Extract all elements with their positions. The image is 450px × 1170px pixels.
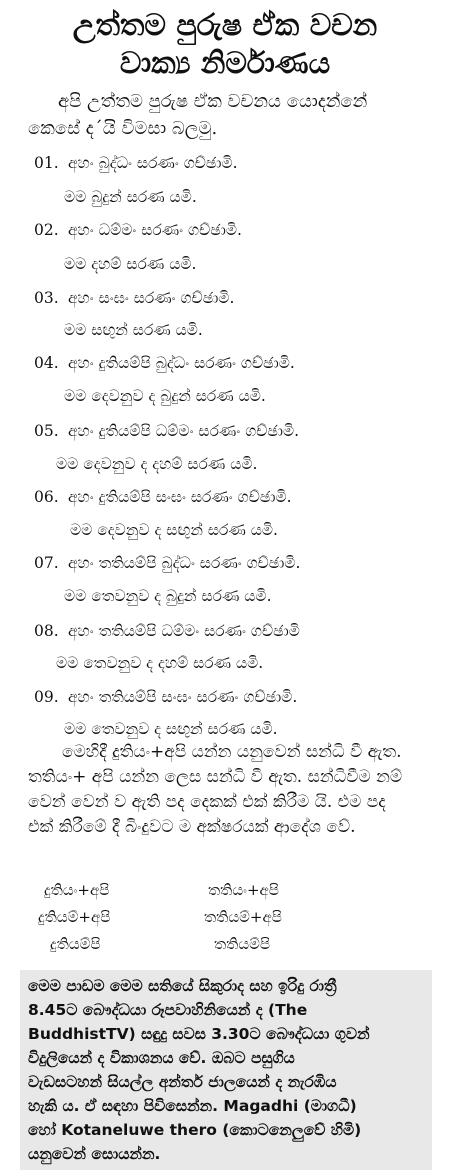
pali-text: අහං ධම්මං සරණං ගච්ඡාමි. bbox=[68, 221, 242, 239]
intro-line: අපි උත්තම පුරුෂ ඒක වචනය යොදන්නේ bbox=[58, 91, 368, 112]
example-number: 06. bbox=[34, 488, 59, 506]
pali-sentence bbox=[34, 420, 450, 442]
notice-line: මෙම පාඩම මෙම සතියේ සිකුරාද සහ ඉරිදු රාත්‍රී bbox=[28, 977, 337, 995]
notice-line: හැකි ය. ඒ සඳහා පිවිසෙන්න. Magadhi (මාගධී) bbox=[28, 1097, 357, 1115]
notice-line: යනුවෙන් සොයන්න. bbox=[28, 1145, 161, 1163]
sinhala-translation: මම දහම් සරණ යමි. bbox=[64, 255, 197, 273]
explanation-line: තතියං+ අපි යන්න ලෙස සන්ධි වී ඇත. සන්ධිවීම නම් bbox=[28, 767, 403, 787]
pali-sentence bbox=[34, 552, 450, 574]
sinhala-translation: මම සඟුන් සරණ යමි. bbox=[64, 321, 203, 339]
pali-sentence bbox=[34, 686, 450, 708]
explanation-line: වෙන් වෙන් ව ඇති පද දෙකක් එක් කිරීම යි. එම පද bbox=[28, 792, 386, 812]
sandhi-left-item: දුතියම්පි bbox=[50, 935, 101, 953]
intro-paragraph bbox=[28, 88, 424, 142]
notice-line: විදුලියෙන් ද විකාශනය වේ. ඔබට පසුගිය bbox=[28, 1049, 295, 1067]
example-number: 08. bbox=[34, 622, 59, 640]
pali-text: අහං සංඝං සරණං ගච්ඡාමි. bbox=[68, 289, 235, 307]
notice-line: BuddhistTV) සඳුදු සවස 3.30ට බෞද්ධයා ගුවන් bbox=[28, 1025, 370, 1043]
pali-sentence bbox=[34, 486, 450, 508]
sinhala-translation: මම දෙවනුව ද බුදුන් සරණ යමි. bbox=[64, 387, 266, 405]
example-number: 07. bbox=[34, 554, 59, 572]
pali-text: අහං බුද්ධං සරණං ගච්ඡාමි. bbox=[68, 154, 238, 172]
lesson-title-line-2: වාක්‍ය නිර්මාණය bbox=[119, 46, 331, 81]
sandhi-left-item: දුතියං+අපි bbox=[44, 881, 110, 899]
example-number: 05. bbox=[34, 422, 59, 440]
sandhi-right-item: තතියම්පි bbox=[214, 935, 271, 953]
explanation-line: එක් කිරීමේ දී බිංදුවට ම අක්ෂරයක් ආදේශ වේ. bbox=[28, 817, 356, 837]
example-number: 09. bbox=[34, 688, 59, 706]
pali-text: අහං තතියම්පි බුද්ධං සරණං ගච්ඡාමි. bbox=[68, 554, 301, 572]
notice-line: වැඩසටහන් සියල්ල අන්තර් ජාලයෙන් ද නැරඹිය bbox=[28, 1073, 337, 1091]
sinhala-translation: මම බුදුන් සරණ යමි. bbox=[64, 188, 197, 206]
pali-text: අහං තතියම්පි සංඝං සරණං ගච්ඡාමි. bbox=[68, 688, 298, 706]
pali-text: අහං දුතියම්පි බුද්ධං සරණං ගච්ඡාමි. bbox=[68, 354, 295, 372]
example-number: 02. bbox=[34, 221, 59, 239]
notice-line: 8.45ට බෞද්ධයා රූපවාහිනියෙන් ද (The bbox=[28, 1001, 308, 1019]
explanation-line: මෙහිදී දුතියං+අපි යන්න යනුවෙන් සන්ධි වී ඇත. bbox=[62, 742, 402, 762]
intro-line: කෙසේ ද´යි විමසා බලමු. bbox=[28, 118, 218, 139]
pali-sentence bbox=[34, 620, 450, 642]
sinhala-translation: මම දෙවනුව ද දහම් සරණ යමි. bbox=[56, 455, 258, 473]
sandhi-right-item: තතියම්+අපි bbox=[204, 908, 282, 926]
notice-line: හෝ Kotaneluwe thero (කොටනෙලුවේ හිමි) bbox=[28, 1121, 362, 1139]
sinhala-translation: මම තෙවනුව ද සඟුන් සරණ යමි. bbox=[64, 720, 278, 738]
pali-sentence bbox=[34, 287, 450, 309]
pali-text: අහං දුතියම්පි සංඝං සරණං ගච්ඡාමි. bbox=[68, 488, 292, 506]
example-number: 04. bbox=[34, 354, 59, 372]
sinhala-translation: මම දෙවනුව ද සඟුන් සරණ යමි. bbox=[70, 521, 278, 539]
pali-sentence bbox=[34, 352, 450, 374]
sinhala-translation: මම තෙවනුව ද බුදුන් සරණ යමි. bbox=[64, 587, 272, 605]
example-number: 01. bbox=[34, 154, 59, 172]
sandhi-explanation bbox=[28, 740, 428, 840]
sandhi-right-item: තතියං+අපි bbox=[208, 881, 279, 899]
broadcast-notice-box bbox=[20, 970, 432, 1170]
sandhi-left-item: දුතියම්+අපි bbox=[38, 908, 111, 926]
lesson-title-line-1: උත්තම පුරුෂ ඒක වචන bbox=[72, 8, 378, 43]
pali-text: අහං දුතියම්පි ධම්මං සරණං ගච්ඡාමි. bbox=[68, 422, 300, 440]
example-number: 03. bbox=[34, 289, 59, 307]
pali-sentence bbox=[34, 219, 450, 241]
pali-sentence bbox=[34, 152, 450, 174]
sinhala-translation: මම තෙවනුව ද දහම් සරණ යමි. bbox=[56, 654, 264, 672]
pali-text: අහං තතියම්පි ධම්මං සරණං ගච්ඡාමි bbox=[68, 622, 300, 640]
